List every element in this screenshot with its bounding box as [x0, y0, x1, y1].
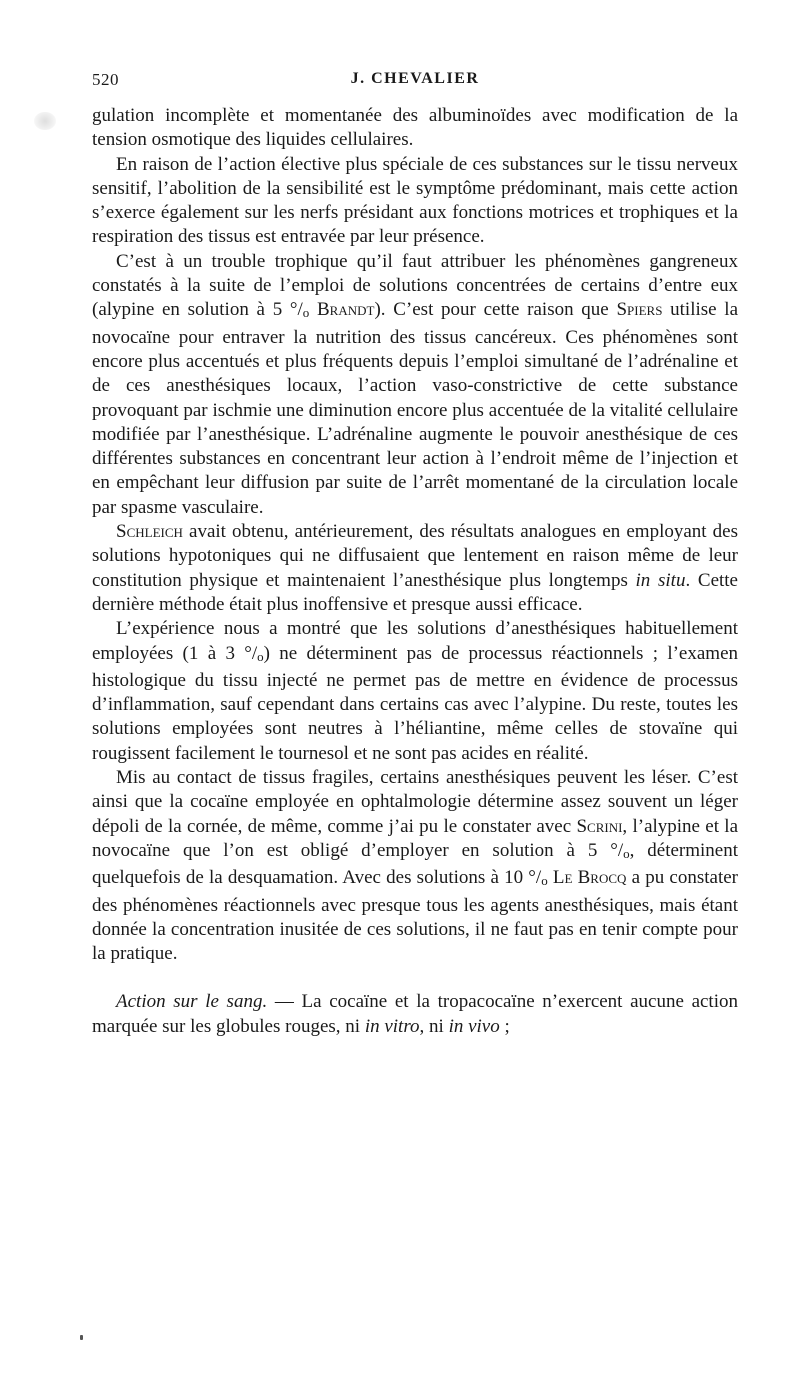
- paragraph-p1: [92, 104, 738, 153]
- page-header: [92, 64, 738, 104]
- italic-phrase: in vitro: [364, 1015, 420, 1037]
- paragraph-p2: [92, 153, 738, 250]
- italic-phrase: in vivo: [448, 1015, 500, 1037]
- body-text: [92, 104, 738, 1039]
- text-run: gulation incomplète et momentanée des albuminoïdes avec modification de la tension osmotique des liquides cellulaires.: [92, 105, 738, 151]
- text-run: ). C’est pour cette raison que: [374, 299, 617, 321]
- italic-phrase: Action sur le sang.: [116, 991, 268, 1013]
- paper-smudge: [34, 112, 56, 130]
- text-run: — La cocaïne et la tropacocaïne n’exercent aucune action marquée sur les globules rouges, ni: [92, 991, 738, 1037]
- author-name: Spiers: [616, 299, 663, 321]
- ink-speck: [80, 1335, 83, 1340]
- author-name: Schleich: [116, 521, 183, 543]
- paragraph-p4: [92, 520, 738, 617]
- text-run: , déterminent quelquefois de la desquamation. Avec des solutions à 10 °/: [92, 839, 739, 889]
- text-run: Mis au contact de tissus fragiles, certains anesthésiques peuvent les léser. C’est ainsi que la cocaïne employée en ophtalmologie détermine assez souvent un léger dépoli de la cornée, de même, comme j’ai pu le constater avec: [92, 767, 738, 837]
- page-number: 520: [92, 70, 119, 89]
- author-name: Scrini: [576, 815, 623, 837]
- text-run: a pu constater des phénomènes réactionnels avec presque tous les agents anesthésiques, mais étant donnée la concentration inusitée de ces solutions, il ne faut pas en tenir compte pour la pratique.: [92, 867, 739, 965]
- paragraph-p5: [92, 617, 738, 766]
- percent-subscript: o: [541, 873, 548, 889]
- text-run: C’est à un trouble trophique qu’il faut attribuer les phénomènes gangreneux constatés à la suite de l’emploi de solutions concentrées de certains d’entre eux (alypine en solution à 5 °/: [92, 250, 738, 321]
- text-run: ) ne déterminent pas de processus réactionnels ; l’examen histologique du tissu injecté ne permet pas de mettre en évidence de processus d’inflammation, sauf cependant dans certains cas avec l’alypine. Du reste, toutes les solutions employées sont neutres à l’héliantine, même celles de stovaïne qui rougissent facilement le tournesol et ne sont pas acides en réalité.: [92, 642, 739, 764]
- italic-phrase: in situ: [635, 569, 686, 591]
- text-run: utilise la novocaïne pour entraver la nutrition des tissus cancéreux. Ces phénomènes sont encore plus accentués et plus fréquents depuis l’emploi simultané de l’adrénaline et de ces anesthésiques locaux, l’action vaso-constrictive de cette substance provoquant par ischmie une diminution encore plus accentuée de la vitalité cellulaire modifiée par l’anesthésique. L’adrénaline augmente le pouvoir anesthésique de ces différentes substances en concentrant leur action à l’endroit même de l’injection et en empêchant leur diffusion par suite de l’arrêt momentané de la circulation locale par spasme vasculaire.: [92, 299, 738, 518]
- author-name: Brandt: [317, 299, 375, 321]
- text-run: ;: [499, 1015, 510, 1037]
- text-run: L’expérience nous a montré que les solutions d’anesthésiques habituellement employées (1 à 3 °/: [92, 618, 738, 664]
- text-run: , ni: [419, 1015, 449, 1037]
- paragraph-p6: [92, 766, 738, 966]
- text-run: . Cette dernière méthode était plus inoffensive et presque aussi efficace.: [92, 569, 738, 615]
- percent-subscript: o: [623, 845, 630, 861]
- paragraph-p3: [92, 250, 738, 520]
- percent-subscript: o: [257, 648, 264, 664]
- text-run: avait obtenu, antérieurement, des résultats analogues en employant des solutions hypotoniques qui ne diffusaient que lentement en raison même de leur constitution physique et maintenaient l’anesthésique plus longtemps: [92, 521, 738, 591]
- text-run: , l’alypine et la novocaïne que l’on est obligé d’employer en solution à 5 °/: [92, 815, 738, 861]
- running-title: J. CHEVALIER: [350, 70, 480, 87]
- author-name: Le Brocq: [552, 867, 627, 889]
- book-page: [92, 64, 738, 1039]
- paragraph-p7: [92, 990, 738, 1039]
- percent-subscript: o: [302, 305, 310, 321]
- text-run: En raison de l’action élective plus spéciale de ces substances sur le tissu nerveux sensitif, l’abolition de la sensibilité est le symptôme prédominant, mais cette action s’exerce également sur les nerfs présidant aux fonctions motrices et trophiques et la respiration des tissus est entravée par leur présence.: [92, 153, 738, 248]
- text-run: [309, 299, 317, 320]
